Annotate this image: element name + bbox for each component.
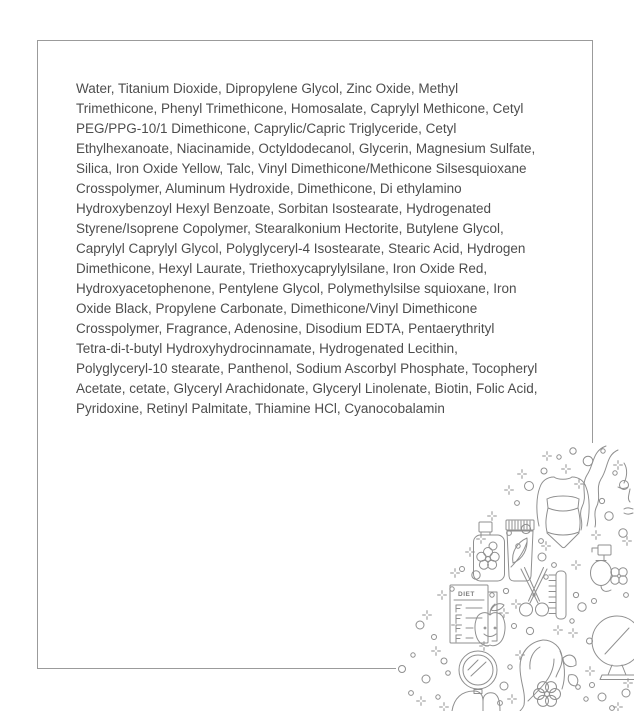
ingredient-line: Silica, Iron Oxide Yellow, Talc, Vinyl Dimethicone/Methicone Silsesquioxane xyxy=(76,161,527,176)
ingredient-line: Hydroxyacetophenone, Pentylene Glycol, Polymethylsilse squioxane, Iron xyxy=(76,281,517,296)
beauty-icons-collage xyxy=(396,443,634,711)
comb-icon xyxy=(549,571,566,619)
ingredient-line: Acetate, cetate, Glyceryl Arachidonate, Glyceryl Linolenate, Biotin, Folic Acid, xyxy=(76,381,538,396)
ingredient-line: Dimethicone, Hexyl Laurate, Triethoxycaprylylsilane, Iron Oxide Red, xyxy=(76,261,488,276)
cosmetic-tube-icon xyxy=(506,520,534,581)
ingredient-line: Hydroxybenzoyl Hexyl Benzoate, Sorbitan Isostearate, Hydrogenated xyxy=(76,201,491,216)
ingredients-text xyxy=(76,79,581,419)
ingredient-line: Caprylyl Caprylyl Glycol, Polyglyceryl-4 Isostearate, Stearic Acid, Hydrogen xyxy=(76,241,526,256)
ingredient-line: Trimethicone, Phenyl Trimethicone, Homosalate, Caprylyl Methicone, Cetyl xyxy=(76,101,524,116)
ingredient-line: Tetra-di-t-butyl Hydroxyhydrocinnamate, Hydrogenated Lecithin, xyxy=(76,341,458,356)
ingredient-line: Pyridoxine, Retinyl Palmitate, Thiamine HCl, Cyanocobalamin xyxy=(76,401,445,416)
scatter-dots xyxy=(399,448,631,711)
cosmetic-bottle-icon xyxy=(474,522,505,581)
ingredient-line: Crosspolymer, Aluminum Hydroxide, Dimethicone, Di ethylamino xyxy=(76,181,462,196)
compact-mirror-icon xyxy=(452,651,500,711)
ingredient-line: Polyglyceryl-10 stearate, Panthenol, Sodium Ascorbyl Phosphate, Tocopheryl xyxy=(76,361,538,376)
ingredient-line: PEG/PPG-10/1 Dimethicone, Caprylic/Capric Triglyceride, Cetyl xyxy=(76,121,457,136)
bikini-body-icon xyxy=(537,477,589,548)
diet-label: DIET xyxy=(458,591,475,598)
ingredient-line: Oxide Black, Propylene Carbonate, Dimethicone/Vinyl Dimethicone xyxy=(76,301,478,316)
apple-icon xyxy=(475,604,505,646)
woman-hair-flower-icon xyxy=(520,640,578,711)
ingredient-line: Styrene/Isoprene Copolymer, Stearalkonium Hectorite, Butylene Glycol, xyxy=(76,221,504,236)
ingredient-line: Water, Titanium Dioxide, Dipropylene Glycol, Zinc Oxide, Methyl xyxy=(76,81,459,96)
scissors-icon xyxy=(520,568,549,617)
ingredient-line: Crosspolymer, Fragrance, Adenosine, Disodium EDTA, Pentaerythrityl xyxy=(76,321,495,336)
standing-mirror-icon xyxy=(587,616,634,680)
ingredient-line: Ethylhexanoate, Niacinamide, Octyldodecanol, Glycerin, Magnesium Sulfate, xyxy=(76,141,536,156)
perfume-atomizer-icon xyxy=(591,545,628,591)
